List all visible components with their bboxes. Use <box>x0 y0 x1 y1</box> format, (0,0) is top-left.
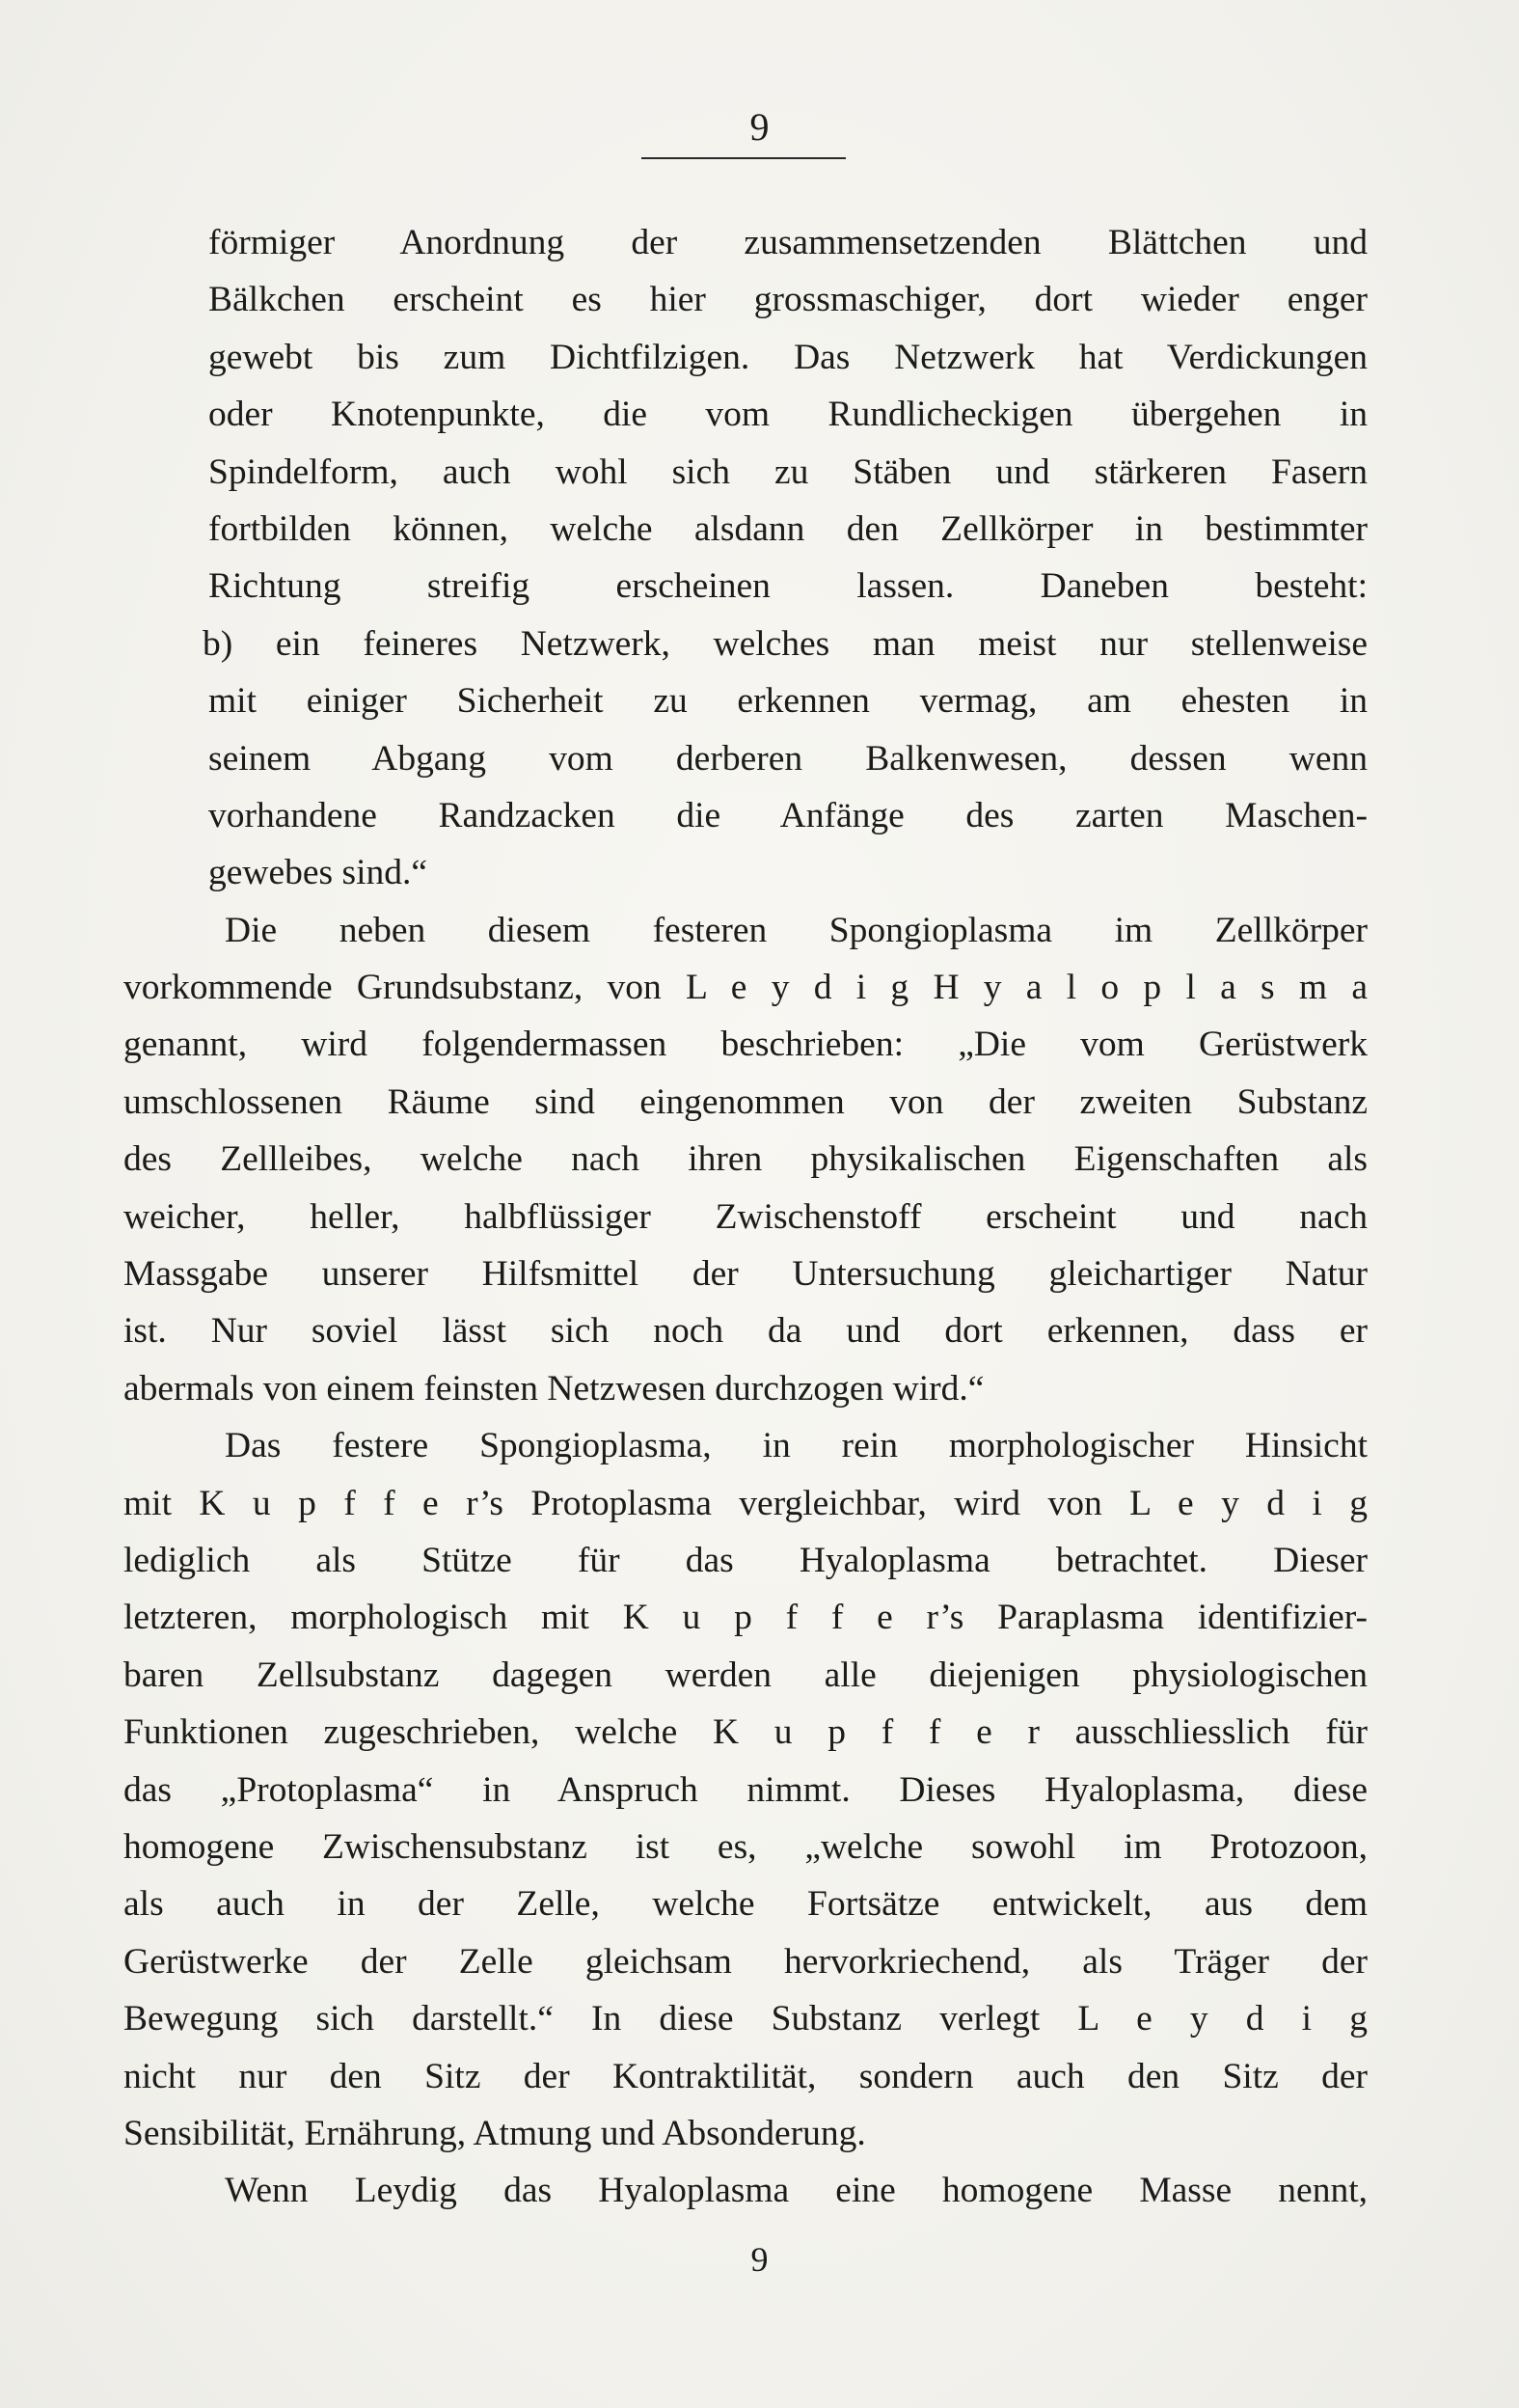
text-line: gewebt bis zum Dichtfilzigen. Das Netzwerk hat Verdickungen <box>208 337 1368 377</box>
page-number-header: 9 <box>749 105 770 149</box>
text-line: als auch in der Zelle, welche Fortsätze entwickelt, aus dem <box>123 1884 1368 1925</box>
text-line: Bewegung sich darstellt.“ In diese Substanz verlegt L e y d i g <box>123 1999 1368 2039</box>
text-line: umschlossenen Räume sind eingenommen von der zweiten Substanz <box>123 1081 1368 1122</box>
text-line: vorhandene Randzacken die Anfänge des zarten Maschen- <box>208 795 1368 835</box>
text-line: genannt, wird folgendermassen beschrieben: „Die vom Gerüstwerk <box>123 1025 1368 1065</box>
text-line: Das festere Spongioplasma, in rein morphologischer Hinsicht <box>225 1426 1368 1466</box>
text-line: Wenn Leydig das Hyaloplasma eine homogene Masse nennt, <box>225 2171 1368 2211</box>
text-line: oder Knotenpunkte, die vom Rundlicheckigen übergehen in <box>208 395 1368 435</box>
text-line: förmiger Anordnung der zusammensetzenden Blättchen und <box>208 223 1368 262</box>
page-number-footer: 9 <box>750 2240 769 2279</box>
body-text <box>123 214 1368 2220</box>
text-line: gewebes sind.“ <box>208 853 428 893</box>
text-line: baren Zellsubstanz dagegen werden alle diejenigen physiologischen <box>123 1655 1368 1695</box>
text-line: abermals von einem feinsten Netzwesen durchzogen wird.“ <box>123 1368 985 1409</box>
text-line: ist. Nur soviel lässt sich noch da und dort erkennen, dass er <box>123 1311 1368 1352</box>
text-line: Sensibilität, Ernährung, Atmung und Absonderung. <box>123 2113 866 2153</box>
text-line: letzteren, morphologisch mit K u p f f e r’s Paraplasma identifizier- <box>123 1598 1368 1638</box>
text-line: Die neben diesem festeren Spongioplasma im Zellkörper <box>225 910 1368 950</box>
text-line: Gerüstwerke der Zelle gleichsam hervorkriechend, als Träger der <box>123 1941 1368 1982</box>
text-line: b) ein feineres Netzwerk, welches man meist nur stellenweise <box>203 623 1368 664</box>
text-line: seinem Abgang vom derberen Balkenwesen, dessen wenn <box>208 738 1368 779</box>
text-line: Funktionen zugeschrieben, welche K u p f f e r ausschliesslich für <box>123 1712 1368 1753</box>
text-line: homogene Zwischensubstanz ist es, „welche sowohl im Protozoon, <box>123 1826 1368 1867</box>
text-line: weicher, heller, halbflüssiger Zwischenstoff erscheint und nach <box>123 1196 1368 1237</box>
text-line: mit einiger Sicherheit zu erkennen vermag, am ehesten in <box>208 681 1368 722</box>
text-line: mit K u p f f e r’s Protoplasma vergleichbar, wird von L e y d i g <box>123 1483 1368 1523</box>
text-line: fortbilden können, welche alsdann den Zellkörper in bestimmter <box>208 508 1368 549</box>
text-line: des Zellleibes, welche nach ihren physikalischen Eigenschaften als <box>123 1139 1368 1180</box>
text-line: das „Protoplasma“ in Anspruch nimmt. Dieses Hyaloplasma, diese <box>123 1769 1368 1810</box>
text-line: Massgabe unserer Hilfsmittel der Untersuchung gleichartiger Natur <box>123 1254 1368 1295</box>
text-line: Richtung streifig erscheinen lassen. Daneben besteht: <box>208 566 1368 607</box>
text-line: Spindelform, auch wohl sich zu Stäben und stärkeren Fasern <box>208 452 1368 492</box>
text-line: Bälkchen erscheint es hier grossmaschiger, dort wieder enger <box>208 280 1368 320</box>
text-line: nicht nur den Sitz der Kontraktilität, sondern auch den Sitz der <box>123 2056 1368 2096</box>
text-line: vorkommende Grundsubstanz, von L e y d i g H y a l o p l a s m a <box>123 968 1368 1008</box>
header-rule <box>641 157 846 159</box>
text-line: lediglich als Stütze für das Hyaloplasma betrachtet. Dieser <box>123 1540 1368 1580</box>
